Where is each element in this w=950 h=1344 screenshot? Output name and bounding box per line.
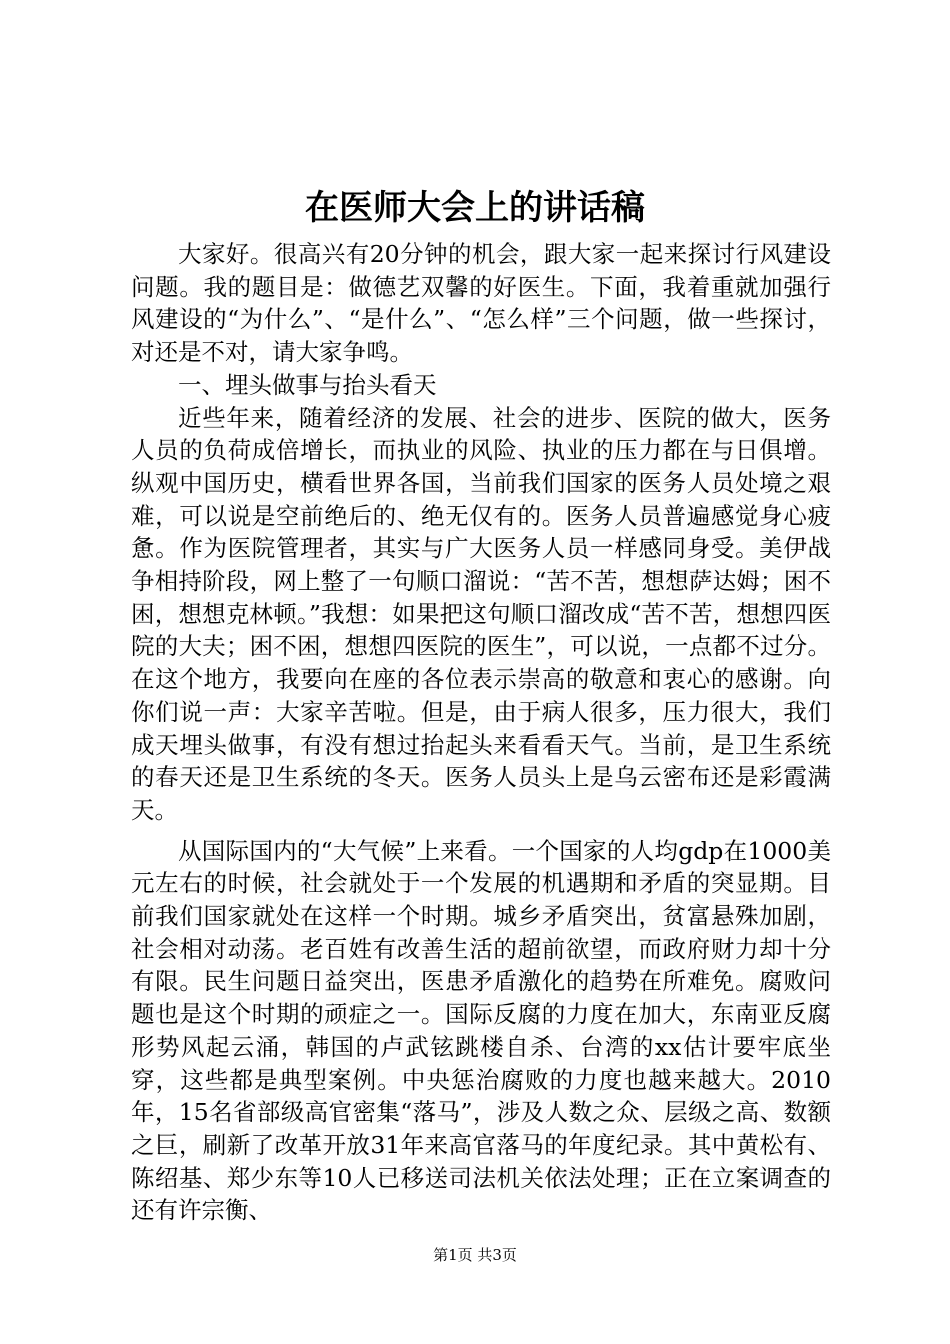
paragraph-climate: 从国际国内的“大气候”上来看。一个国家的人均gdp在1000美元左右的时候，社会就处于一个发展的机遇期和矛盾的突显期。目前我们国家就处在这样一个时期。城乡矛盾突出，贫富悬殊加剧，社会相对动荡。老百姓有改善生活的超前欲望，而政府财力却十分有限。民生问题日益突出，医患矛盾激化的趋势在所难免。腐败问题也是这个时期的顽症之一。国际反腐的力度在加大，东南亚反腐形势风起云涌，韩国的卢武铉跳楼自杀、台湾的xx估计要牢底坐穿，这些都是典型案例。中央惩治腐败的力度也越来越大。2010年，15名省部级高官密集“落马”，涉及人数之众、层级之高、数额之巨，刷新了改革开放31年来高官落马的年度纪录。其中黄松有、陈绍基、郑少东等10人已移送司法机关依法处理；正在立案调查的还有许宗衡、	[131, 836, 831, 1225]
section-heading: 一、埋头做事与抬头看天	[178, 370, 437, 399]
paragraph-intro: 大家好。很高兴有20分钟的机会，跟大家一起来探讨行风建设问题。我的题目是：做德艺双馨的好医生。下面，我着重就加强行风建设的“为什么”、“是什么”、“怎么样”三个问题，做一些探讨，对还是不对，请大家争鸣。	[131, 240, 831, 367]
document-body	[131, 238, 831, 1227]
page-title: 在医师大会上的讲话稿	[305, 188, 645, 228]
page-footer: 第1页 共3页	[433, 1246, 517, 1264]
paragraph-situation: 近些年来，随着经济的发展、社会的进步、医院的做大，医务人员的负荷成倍增长，而执业的风险、执业的压力都在与日俱增。纵观中国历史，横看世界各国，当前我们国家的医务人员处境之艰难，可以说是空前绝后的、绝无仅有的。医务人员普遍感觉身心疲惫。作为医院管理者，其实与广大医务人员一样感同身受。美伊战争相持阶段，网上整了一句顺口溜说：“苦不苦，想想萨达姆；困不困，想想克林顿。”我想：如果把这句顺口溜改成“苦不苦，想想四医院的大夫；困不困，想想四医院的医生”，可以说，一点都不过分。在这个地方，我要向在座的各位表示崇高的敬意和衷心的感谢。向你们说一声：大家辛苦啦。但是，由于病人很多，压力很大，我们成天埋头做事，有没有想过抬起头来看看天气。当前，是卫生系统的春天还是卫生系统的冬天。医务人员头上是乌云密布还是彩霞满天。	[131, 403, 831, 824]
